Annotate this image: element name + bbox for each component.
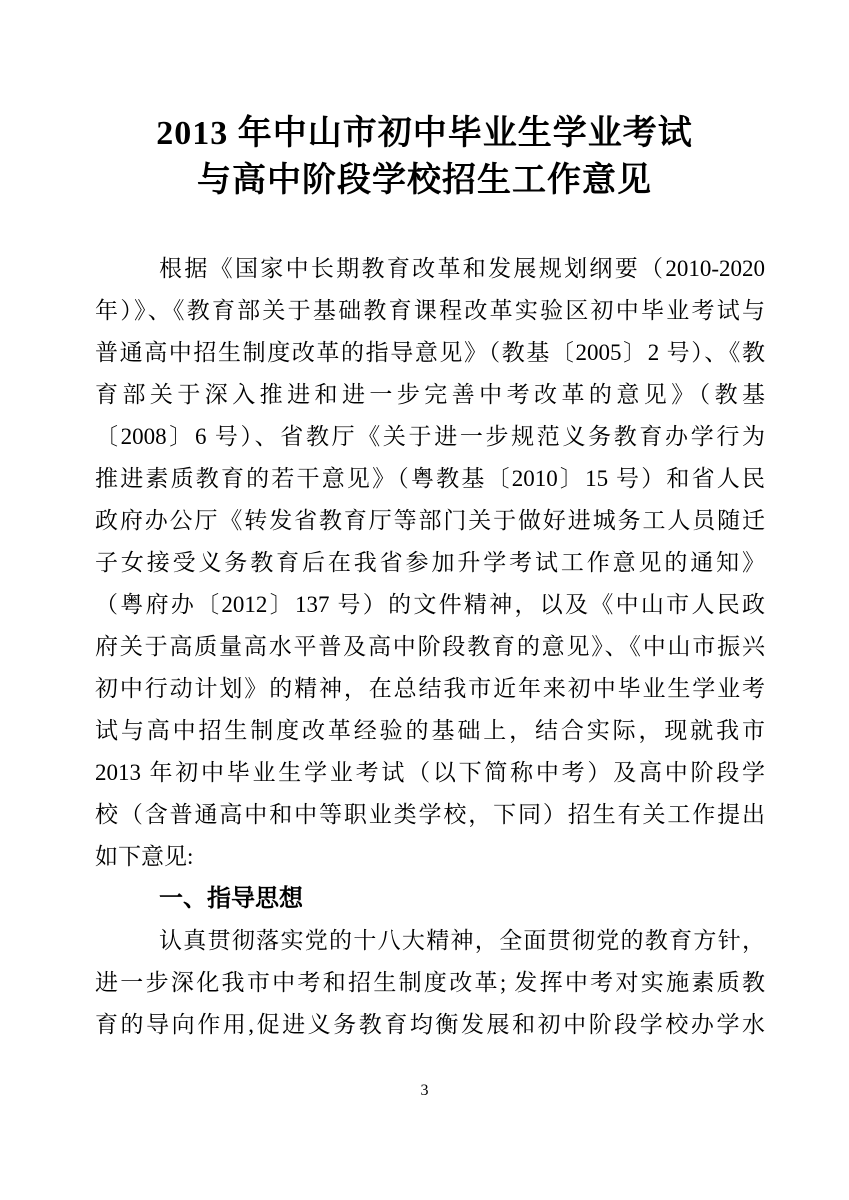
- body-line: 普通高中招生制度改革的指导意见》（教基〔2005〕2 号）、《教: [95, 340, 765, 365]
- body-line: 如下意见:: [95, 844, 194, 869]
- body-line: 府关于高质量高水平普及高中阶段教育的意见》、《中山市振兴: [95, 634, 765, 659]
- body-line: 育部关于深入推进和进一步完善中考改革的意见》（教基: [95, 382, 765, 407]
- body-line: 2013 年初中毕业生学业考试（以下简称中考）及高中阶段学: [95, 760, 765, 785]
- body-line: 推进素质教育的若干意见》（粤教基〔2010〕15 号）和省人民: [95, 466, 765, 491]
- body-line: 认真贯彻落实党的十八大精神，全面贯彻党的教育方针，: [159, 928, 765, 953]
- body-line: 初中行动计划》的精神，在总结我市近年来初中毕业生学业考: [95, 676, 765, 701]
- body-line: 〔2008〕6 号）、省教厅《关于进一步规范义务教育办学行为: [95, 424, 765, 449]
- body-line: 子女接受义务教育后在我省参加升学考试工作意见的通知》: [95, 550, 765, 575]
- body-line: 进一步深化我市中考和招生制度改革; 发挥中考对实施素质教: [95, 970, 765, 995]
- body-lines: [95, 248, 765, 1046]
- document-body: [95, 248, 765, 1046]
- body-line: 试与高中招生制度改革经验的基础上，结合实际，现就我市: [95, 718, 765, 743]
- body-line: 年）》、《教育部关于基础教育课程改革实验区初中毕业考试与: [95, 298, 765, 323]
- body-line: 校（含普通高中和中等职业类学校，下同）招生有关工作提出: [95, 802, 765, 827]
- document-title: [0, 110, 849, 204]
- section-heading: 一、指导思想: [159, 885, 303, 912]
- body-line: 政府办公厅《转发省教育厅等部门关于做好进城务工人员随迁: [95, 508, 765, 533]
- body-line: 根据《国家中长期教育改革和发展规划纲要（2010-2020: [159, 256, 765, 281]
- page-number: 3: [420, 1082, 429, 1099]
- title-line-2: 与高中阶段学校招生工作意见: [197, 162, 652, 199]
- body-line: （粤府办〔2012〕137 号）的文件精神，以及《中山市人民政: [95, 592, 765, 617]
- title-line-1: 2013 年中山市初中毕业生学业考试: [156, 115, 693, 152]
- body-line: 育的导向作用,促进义务教育均衡发展和初中阶段学校办学水: [95, 1012, 765, 1037]
